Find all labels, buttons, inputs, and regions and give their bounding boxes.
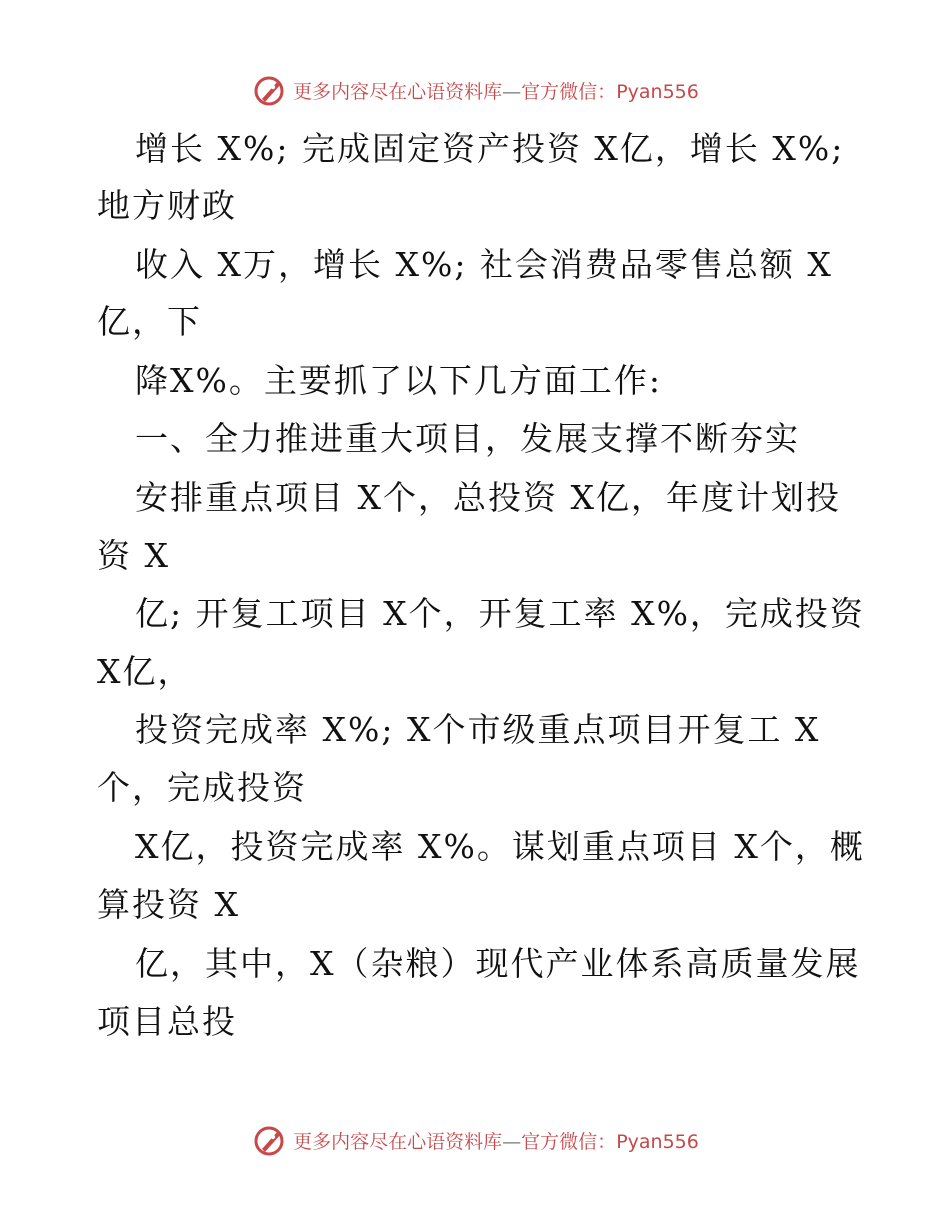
watermark-wechat-id: Pyan556 <box>616 1130 699 1153</box>
body-line: 增长 X%; 完成固定资产投资 X亿，增长 X%; <box>135 129 845 168</box>
watermark-main: 更多内容尽在心语资料库 <box>293 1130 503 1153</box>
body-line: 投资完成率 X%; X个市级重点项目开复工 X <box>135 710 821 749</box>
watermark-main: 更多内容尽在心语资料库 <box>293 80 503 103</box>
body-line: 项目总投 <box>97 1002 237 1041</box>
watermark-separator: — <box>502 80 522 103</box>
watermark-wechat-label: 官方微信： <box>521 80 617 103</box>
body-line: 资 X <box>97 536 170 575</box>
pen-nib-circle-icon <box>251 1122 287 1158</box>
watermark-wechat-label: 官方微信： <box>521 1130 617 1153</box>
body-line: 个，完成投资 <box>97 768 307 807</box>
watermark-footer <box>0 1120 950 1160</box>
watermark-separator: — <box>502 1130 522 1153</box>
body-line: 地方财政 <box>97 186 237 225</box>
watermark-text <box>293 1127 699 1154</box>
watermark-wechat-id: Pyan556 <box>616 80 699 103</box>
body-line: 降X%。主要抓了以下几方面工作: <box>135 361 662 400</box>
body-line: 亿，下 <box>97 302 202 341</box>
body-line: X亿，投资完成率 X%。谋划重点项目 X个，概 <box>135 827 865 866</box>
body-line: 一、全力推进重大项目，发展支撑不断夯实 <box>135 419 800 458</box>
body-line: 安排重点项目 X个，总投资 X亿，年度计划投 <box>135 478 841 517</box>
body-line: 收入 X万，增长 X%; 社会消费品零售总额 X <box>135 245 833 284</box>
body-line: 亿，其中，X（杂粮）现代产业体系高质量发展 <box>135 944 861 983</box>
body-line: X亿， <box>97 652 193 691</box>
body-line: 亿; 开复工项目 X个，开复工率 X%，完成投资 <box>135 594 865 633</box>
body-line: 算投资 X <box>97 885 240 924</box>
